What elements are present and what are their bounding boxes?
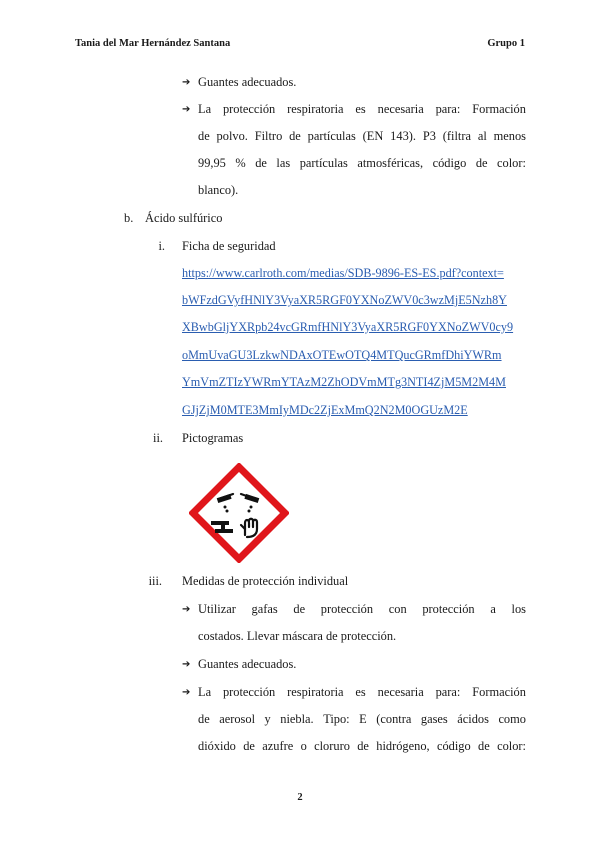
word: respiratoria xyxy=(287,685,344,699)
word: cloruro xyxy=(314,739,350,753)
arrow-bullet-icon: ➔ xyxy=(182,104,191,115)
word: (EN xyxy=(362,129,384,143)
item-i-label: Ficha de seguridad xyxy=(182,239,276,253)
word: % xyxy=(235,156,246,170)
word: necesaria xyxy=(377,685,424,699)
word: como xyxy=(498,712,526,726)
item-ii-label: Pictogramas xyxy=(182,431,244,445)
word: de xyxy=(357,739,369,753)
word: menos xyxy=(493,129,526,143)
word: Filtro xyxy=(254,129,283,143)
word: código xyxy=(432,156,467,170)
word: niebla. xyxy=(280,712,314,726)
item-ii-number: ii. xyxy=(153,431,163,445)
item-iii-number: iii. xyxy=(148,574,162,588)
header-group: Grupo 1 xyxy=(487,38,525,49)
word: respiratoria xyxy=(287,102,344,116)
word: hidrógeno, xyxy=(376,739,430,753)
word: es xyxy=(355,685,366,699)
word: de xyxy=(198,712,210,726)
justified-line xyxy=(198,96,526,123)
justified-line xyxy=(198,150,526,177)
safety-sheet-link[interactable]: bWFzdGVyfHNlY3VyaXR5RGF0YXNoZWV0c3wzMjE5Nzh8Y xyxy=(182,293,507,307)
word: protección xyxy=(222,102,276,116)
section-b-title: Ácido sulfúrico xyxy=(145,211,223,225)
item-i-number: i. xyxy=(158,239,165,253)
word: Formación xyxy=(472,685,526,699)
word: gases xyxy=(420,712,448,726)
word: 143). xyxy=(390,129,416,143)
word: protección xyxy=(222,685,276,699)
word: o xyxy=(300,739,307,753)
word: a xyxy=(490,602,496,616)
word: dióxido xyxy=(198,739,236,753)
page-number: 2 xyxy=(297,792,303,803)
word: (contra xyxy=(376,712,412,726)
word: necesaria xyxy=(377,102,424,116)
word: de xyxy=(255,156,267,170)
word: es xyxy=(355,102,366,116)
word: ácidos xyxy=(457,712,489,726)
item-iii-label: Medidas de protección individual xyxy=(182,574,349,588)
word: aerosol xyxy=(219,712,256,726)
justified-line xyxy=(198,733,526,760)
justified-line xyxy=(198,679,526,706)
arrow-bullet-icon: ➔ xyxy=(182,659,191,670)
justified-line xyxy=(198,706,526,733)
word: de xyxy=(243,739,255,753)
word: de xyxy=(475,156,488,170)
word: las xyxy=(276,156,291,170)
justified-line xyxy=(198,596,526,623)
word: protección xyxy=(422,602,475,616)
word: color: xyxy=(497,156,526,170)
word: P3 xyxy=(422,129,436,143)
word: protección xyxy=(320,602,374,616)
word: para: xyxy=(435,102,461,116)
word: (filtra xyxy=(442,129,471,143)
safety-sheet-link[interactable]: GJjZjM0MTE3MmIyMDc2ZjExMmQ2N2M0OGUzM2E xyxy=(182,403,468,417)
word: los xyxy=(511,602,526,616)
arrow-bullet-icon: ➔ xyxy=(182,77,191,88)
safety-sheet-link[interactable]: oMmUvaGU3LzkwNDAxOTEwOTQ4MTQucGRmfDhiYWRm xyxy=(182,348,502,362)
word: de xyxy=(293,602,306,616)
word: E xyxy=(359,712,367,726)
word: para: xyxy=(435,685,461,699)
word: partículas xyxy=(307,129,356,143)
word: gafas xyxy=(251,602,278,616)
word: La xyxy=(198,102,212,116)
word: con xyxy=(388,602,407,616)
word: al xyxy=(477,129,487,143)
section-b-label: b. xyxy=(124,211,134,225)
safety-sheet-link[interactable]: https://www.carlroth.com/medias/SDB-9896-ES-ES.pdf?context= xyxy=(182,266,504,280)
word: de xyxy=(289,129,301,143)
word: 99,95 xyxy=(198,156,226,170)
word: de xyxy=(478,739,490,753)
corrosive-pictogram-icon xyxy=(189,463,289,563)
word: color: xyxy=(497,739,526,753)
word: Tipo: xyxy=(323,712,350,726)
word: y xyxy=(264,712,271,726)
arrow-bullet-icon: ➔ xyxy=(182,687,191,698)
safety-sheet-link[interactable]: XBwbGljYXRpb24vcGRmfHNlY3VyaXR5RGF0YXNoZWV0cy9 xyxy=(182,320,514,334)
word: La xyxy=(198,685,212,699)
word: Formación xyxy=(472,102,526,116)
arrow-bullet-icon: ➔ xyxy=(182,604,191,615)
document-page: Tania del Mar Hernández Santana Grupo 1 ➔ Guantes adecuados. ➔ La protección respiratoria es necesaria para: Formación de polvo. Filtro de partículas (EN 143). P3 (filtra al menos 99,95 % de las partículas atmosféricas, código de color: blanco). b. Ácido sulfúrico i. Ficha de seguridad https://www.carlroth.com/medias/SDB-9896-ES-ES.pdf?context= bWFzdGVyfHNlY3VyaXR5RGF0YXNoZWV0c3wzMjE5Nzh8Y XBwbGljYXRpb24vcGRmfHNlY3VyaXR5RGF0YXNoZWV0cy9 oMmUvaGU3LzkwNDAxOTEwOTQ4MTQucGRmfDhiYWRm YmVmZTIzYWRmYTAzM2ZhODVmMTg3NTI4ZjM5M2M4M GJjZjM0MTE3MmIyMDc2ZjExMmQ2N2M0OGUzM2E ii. Pictogramas iii. Medidas de protección individual ➔ Utilizar gafas de protección con protección a los costados. Llevar máscara de protección. ➔ Guantes adecuados. ➔ La protección respiratoria es necesaria para: Formación de aerosol y niebla. Tipo: E (contra gases ácidos como dióxido de azufre o cloruro de hidrógeno, código de color: 2 xyxy=(0,0,600,848)
word: código xyxy=(436,739,471,753)
word: azufre xyxy=(262,739,294,753)
word: Utilizar xyxy=(198,602,236,616)
header-author: Tania del Mar Hernández Santana xyxy=(75,38,231,49)
word: partículas xyxy=(299,156,348,170)
word: atmosféricas, xyxy=(357,156,424,170)
safety-sheet-link[interactable]: YmVmZTIzYWRmYTAzM2ZhODVmMTg3NTI4ZjM5M2M4M xyxy=(182,375,506,389)
justified-line xyxy=(198,123,526,150)
word: polvo. xyxy=(216,129,248,143)
word: de xyxy=(198,129,210,143)
